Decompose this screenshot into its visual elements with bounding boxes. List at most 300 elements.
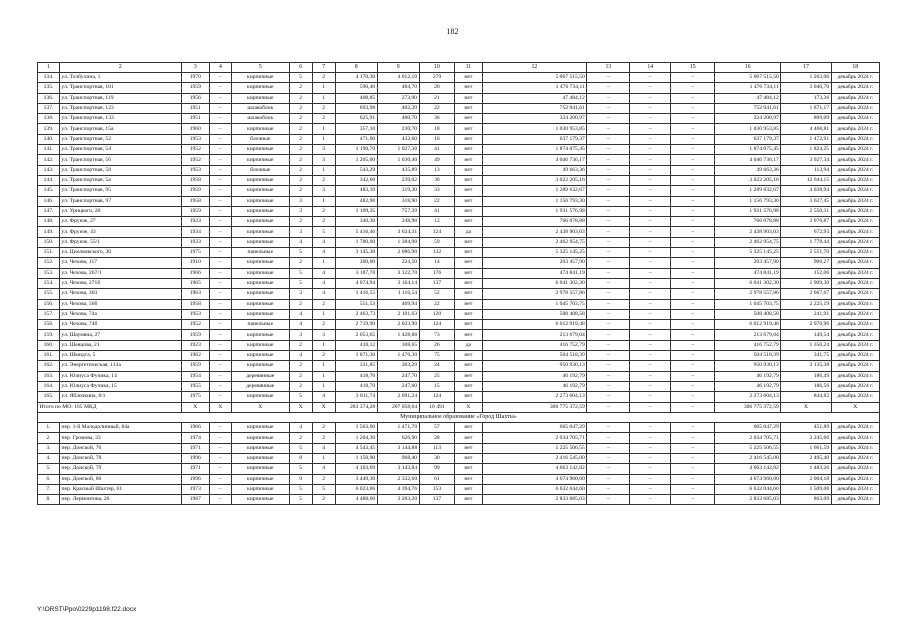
- table-cell: 451,89: [781, 423, 831, 433]
- table-cell: 1959: [181, 361, 209, 371]
- table-cell: 1959: [181, 186, 209, 196]
- table-cell: 2: [289, 145, 312, 155]
- table-cell: 484,70: [377, 83, 419, 93]
- total-cell: 306 775 372,59: [482, 402, 587, 412]
- column-number-cell: 3: [181, 63, 209, 73]
- table-cell: 2 034 705,71: [715, 433, 781, 443]
- table-cell: кирпичные: [231, 495, 289, 505]
- table-cell: 1 778,44: [781, 237, 831, 247]
- table-cell: декабрь 2024 г.: [831, 433, 879, 443]
- table-cell: –: [587, 289, 630, 299]
- table-cell: 2: [289, 299, 312, 309]
- table-cell: кирпичные: [231, 484, 289, 494]
- table-cell: нет: [455, 248, 482, 258]
- table-cell: 3 122,70: [377, 268, 419, 278]
- table-cell: 1923: [181, 217, 209, 227]
- table-cell: 4 103,69: [335, 464, 377, 474]
- table-cell: –: [671, 155, 715, 165]
- table-cell: –: [671, 474, 715, 484]
- table-cell: 1975: [181, 248, 209, 258]
- table-cell: кирпичные: [231, 268, 289, 278]
- table-cell: 4: [312, 443, 335, 453]
- table-cell: 135.: [38, 83, 60, 93]
- table-cell: пер. 1-й Малодолинный, 84а: [60, 423, 182, 433]
- table-cell: 22: [419, 103, 455, 113]
- table-cell: ул. Чехова, 74а: [60, 309, 182, 319]
- table-cell: 145.: [38, 186, 60, 196]
- table-cell: 1 874 075,45: [715, 145, 781, 155]
- total-cell: 283 374,28: [335, 402, 377, 412]
- table-cell: 3 164,14: [377, 278, 419, 288]
- table-cell: 33: [419, 186, 455, 196]
- table-cell: –: [209, 392, 231, 402]
- table-cell: 173,36: [781, 93, 831, 103]
- table-cell: 2: [312, 73, 335, 83]
- table-cell: декабрь 2024 г.: [831, 217, 879, 227]
- table-cell: –: [587, 196, 630, 206]
- table-cell: –: [630, 258, 671, 268]
- table-cell: 1 027,30: [377, 145, 419, 155]
- column-number-cell: 9: [377, 63, 419, 73]
- table-cell: 7.: [38, 484, 60, 494]
- table-cell: 2: [289, 381, 312, 391]
- table-cell: нет: [455, 443, 482, 453]
- table-cell: 410,12: [335, 340, 377, 350]
- table-cell: 1 472,91: [781, 134, 831, 144]
- table-cell: 2: [289, 134, 312, 144]
- table-cell: 1952: [181, 155, 209, 165]
- table-cell: 2: [312, 495, 335, 505]
- table-cell: пер. Донской, 80: [60, 474, 182, 484]
- table-cell: пер. Красный Шахтер, 61: [60, 484, 182, 494]
- table-cell: 1971: [181, 443, 209, 453]
- table-cell: 3: [312, 145, 335, 155]
- table-cell: 6 012 919,48: [715, 320, 781, 330]
- table-cell: –: [671, 361, 715, 371]
- table-cell: –: [630, 351, 671, 361]
- table-cell: –: [671, 278, 715, 288]
- table-cell: 36: [419, 114, 455, 124]
- table-cell: 906,27: [781, 258, 831, 268]
- table-cell: 1 909,30: [781, 278, 831, 288]
- table-cell: –: [587, 361, 630, 371]
- table-cell: –: [209, 433, 231, 443]
- table-row: [38, 351, 880, 361]
- table-cell: 1 030 953,85: [482, 124, 587, 134]
- table-cell: 1 476,30: [377, 351, 419, 361]
- table-cell: –: [209, 495, 231, 505]
- table-cell: 49 663,36: [715, 165, 781, 175]
- table-cell: декабрь 2024 г.: [831, 381, 879, 391]
- table-cell: –: [630, 237, 671, 247]
- table-cell: –: [587, 484, 630, 494]
- column-number-cell: 14: [630, 63, 671, 73]
- table-cell: –: [671, 227, 715, 237]
- table-cell: 9: [289, 474, 312, 484]
- table-cell: да: [455, 227, 482, 237]
- table-cell: 2 416 545,00: [715, 453, 781, 463]
- table-cell: –: [587, 93, 630, 103]
- table-cell: 3: [312, 186, 335, 196]
- table-cell: нет: [455, 299, 482, 309]
- table-cell: 57: [419, 423, 455, 433]
- table-cell: пер. Лермонтова, 26: [60, 495, 182, 505]
- table-cell: –: [587, 134, 630, 144]
- table-cell: декабрь 2024 г.: [831, 320, 879, 330]
- table-cell: 1910: [181, 258, 209, 268]
- table-cell: ул. Энергетическая, 113а: [60, 361, 182, 371]
- table-cell: кирпичные: [231, 443, 289, 453]
- column-number-cell: 16: [715, 63, 781, 73]
- table-cell: –: [587, 351, 630, 361]
- table-cell: 1966: [181, 268, 209, 278]
- table-row: [38, 73, 880, 83]
- table-cell: 1: [312, 361, 335, 371]
- table-row: [38, 93, 880, 103]
- table-cell: 6 632 044,60: [715, 484, 781, 494]
- table-cell: –: [671, 103, 715, 113]
- table-cell: 2: [289, 175, 312, 185]
- table-cell: кирпичные: [231, 175, 289, 185]
- table-cell: ул. Яблочкина, 8/1: [60, 392, 182, 402]
- table-cell: нет: [455, 196, 482, 206]
- table-cell: –: [630, 299, 671, 309]
- table-cell: 2 086,90: [377, 248, 419, 258]
- table-cell: 319,30: [377, 186, 419, 196]
- table-cell: 5: [312, 484, 335, 494]
- table-cell: декабрь 2024 г.: [831, 268, 879, 278]
- table-cell: –: [587, 268, 630, 278]
- table-row: [38, 83, 880, 93]
- table-cell: 303,29: [377, 361, 419, 371]
- table-cell: –: [587, 474, 630, 484]
- table-cell: 3: [289, 289, 312, 299]
- table-cell: 1954: [181, 371, 209, 381]
- table-cell: –: [630, 464, 671, 474]
- table-cell: кирпичные: [231, 453, 289, 463]
- table-cell: кирпичные: [231, 217, 289, 227]
- table-cell: 2: [312, 217, 335, 227]
- table-cell: –: [209, 93, 231, 103]
- table-cell: 230,70: [377, 124, 419, 134]
- table-cell: декабрь 2024 г.: [831, 103, 879, 113]
- table-cell: –: [671, 134, 715, 144]
- table-cell: 340,30: [335, 217, 377, 227]
- table-row: [38, 248, 880, 258]
- table-cell: 142.: [38, 155, 60, 165]
- table-cell: нет: [455, 392, 482, 402]
- table-cell: –: [671, 268, 715, 278]
- table-cell: 1934: [181, 227, 209, 237]
- table-cell: 4 046 736,17: [715, 155, 781, 165]
- table-cell: ул. Чехова, 267/1: [60, 268, 182, 278]
- table-cell: –: [209, 320, 231, 330]
- table-cell: 1 350,24: [781, 340, 831, 350]
- table-cell: –: [671, 124, 715, 134]
- table-cell: –: [630, 320, 671, 330]
- table-cell: –: [671, 381, 715, 391]
- table-cell: 25: [419, 371, 455, 381]
- table-cell: нет: [455, 134, 482, 144]
- table-cell: 1 471,70: [377, 423, 419, 433]
- table-cell: 4 663 142,82: [482, 464, 587, 474]
- table-cell: 153: [419, 484, 455, 494]
- table-cell: декабрь 2024 г.: [831, 258, 879, 268]
- table-cell: нет: [455, 320, 482, 330]
- page-number: 182: [446, 27, 459, 36]
- table-cell: нет: [455, 433, 482, 443]
- table-cell: 2 034 705,71: [482, 433, 587, 443]
- table-row: [38, 433, 880, 443]
- table-cell: –: [630, 134, 671, 144]
- table-cell: кирпичные: [231, 309, 289, 319]
- table-cell: 2: [289, 340, 312, 350]
- table-cell: 637 179,37: [482, 134, 587, 144]
- table-cell: нет: [455, 351, 482, 361]
- table-cell: –: [630, 278, 671, 288]
- table-cell: 2 101,63: [377, 309, 419, 319]
- table-row: [38, 237, 880, 247]
- total-label-cell: Итого по МО: 165 МКД: [38, 402, 182, 412]
- table-cell: нет: [455, 145, 482, 155]
- table-cell: ул. Транспортная, 54: [60, 145, 182, 155]
- table-cell: нет: [455, 309, 482, 319]
- table-cell: –: [209, 124, 231, 134]
- table-cell: –: [209, 453, 231, 463]
- table-cell: –: [209, 309, 231, 319]
- table-cell: –: [671, 217, 715, 227]
- table-cell: 1 156 793,30: [482, 196, 587, 206]
- table-cell: –: [587, 320, 630, 330]
- table-cell: 2 004,18: [781, 474, 831, 484]
- table-cell: 279: [419, 73, 455, 83]
- table-cell: декабрь 2024 г.: [831, 196, 879, 206]
- table-cell: 1 874 075,45: [482, 145, 587, 155]
- table-cell: 3 927,34: [781, 155, 831, 165]
- table-cell: 61: [419, 474, 455, 484]
- table-cell: –: [630, 371, 671, 381]
- table-cell: 402,39: [377, 103, 419, 113]
- table-cell: 139.: [38, 124, 60, 134]
- table-cell: кирпичные: [231, 124, 289, 134]
- table-cell: –: [671, 186, 715, 196]
- table-cell: –: [209, 361, 231, 371]
- table-cell: 844,82: [781, 392, 831, 402]
- table-cell: 508 408,58: [482, 309, 587, 319]
- table-cell: –: [671, 464, 715, 474]
- table-cell: 508 408,58: [715, 309, 781, 319]
- table-cell: 8.: [38, 495, 60, 505]
- column-number-cell: 13: [587, 63, 630, 73]
- table-cell: декабрь 2024 г.: [831, 114, 879, 124]
- table-cell: 950 930,13: [715, 361, 781, 371]
- table-cell: 474 841,19: [715, 268, 781, 278]
- table-cell: 863,09: [781, 495, 831, 505]
- table-cell: 1 205,00: [335, 155, 377, 165]
- table-row: [38, 381, 880, 391]
- table-cell: декабрь 2024 г.: [831, 309, 879, 319]
- table-cell: –: [209, 237, 231, 247]
- table-cell: декабрь 2024 г.: [831, 340, 879, 350]
- table-cell: –: [671, 258, 715, 268]
- table-cell: декабрь 2024 г.: [831, 206, 879, 216]
- table-cell: 2 462 954,75: [482, 237, 587, 247]
- table-cell: 143.: [38, 165, 60, 175]
- table-cell: декабрь 2024 г.: [831, 145, 879, 155]
- table-cell: 672,93: [781, 227, 831, 237]
- table-cell: 46 192,79: [715, 371, 781, 381]
- table-cell: кирпичные: [231, 330, 289, 340]
- table-cell: нет: [455, 258, 482, 268]
- table-cell: 213 679,04: [482, 330, 587, 340]
- table-cell: 1970: [181, 73, 209, 83]
- table-cell: 1 931 576,98: [482, 206, 587, 216]
- table-cell: 2: [312, 423, 335, 433]
- table-cell: 146.: [38, 196, 60, 206]
- table-cell: 1958: [181, 175, 209, 185]
- table-cell: –: [630, 103, 671, 113]
- table-cell: –: [671, 340, 715, 350]
- table-cell: 357,10: [335, 124, 377, 134]
- table-cell: 3.: [38, 443, 60, 453]
- table-cell: 1 483,26: [781, 464, 831, 474]
- table-row: [38, 484, 880, 494]
- table-cell: 4 170,30: [335, 73, 377, 83]
- table-cell: 2: [289, 114, 312, 124]
- table-row: [38, 227, 880, 237]
- table-cell: 418,70: [335, 381, 377, 391]
- table-cell: –: [209, 299, 231, 309]
- table-cell: кирпичные: [231, 361, 289, 371]
- total-cell: X: [209, 402, 231, 412]
- table-cell: –: [587, 371, 630, 381]
- table-cell: 3: [289, 227, 312, 237]
- table-cell: 6 041 302,30: [482, 278, 587, 288]
- table-cell: –: [587, 278, 630, 288]
- table-cell: ул. Чехова, 271б: [60, 278, 182, 288]
- table-cell: кирпичные: [231, 155, 289, 165]
- table-cell: нет: [455, 381, 482, 391]
- table-cell: 1 476 734,11: [715, 83, 781, 93]
- table-cell: 1953: [181, 165, 209, 175]
- table-cell: ул. Шевцова, 21: [60, 340, 182, 350]
- table-cell: –: [630, 175, 671, 185]
- table-cell: 2: [312, 114, 335, 124]
- table-cell: 2: [312, 320, 335, 330]
- table-cell: декабрь 2024 г.: [831, 453, 879, 463]
- table-cell: 5: [289, 392, 312, 402]
- file-path-footer: Y:\ORST\Ppo\0229p1198.f22.docx: [37, 606, 137, 613]
- table-cell: нет: [455, 186, 482, 196]
- total-cell: –: [587, 402, 630, 412]
- table-cell: –: [587, 83, 630, 93]
- table-cell: 1: [312, 196, 335, 206]
- table-cell: 2: [289, 155, 312, 165]
- table-row: [38, 186, 880, 196]
- table-cell: 1958: [181, 299, 209, 309]
- table-cell: 1 204,30: [335, 433, 377, 443]
- table-cell: 1 563,00: [335, 423, 377, 433]
- table-cell: –: [209, 217, 231, 227]
- table-cell: –: [671, 330, 715, 340]
- table-cell: –: [671, 299, 715, 309]
- table-cell: 1: [312, 134, 335, 144]
- table-row: [38, 134, 880, 144]
- table-cell: панельные: [231, 248, 289, 258]
- table-cell: 324 200,97: [482, 114, 587, 124]
- table-cell: 1 416,55: [335, 289, 377, 299]
- column-number-cell: 18: [831, 63, 879, 73]
- table-cell: ул. Фрунзе, 43: [60, 227, 182, 237]
- table-cell: –: [630, 83, 671, 93]
- table-cell: –: [209, 155, 231, 165]
- table-cell: 2 438 903,03: [715, 227, 781, 237]
- table-cell: кирпичные: [231, 433, 289, 443]
- table-cell: –: [630, 217, 671, 227]
- table-cell: декабрь 2024 г.: [831, 83, 879, 93]
- table-cell: 14: [419, 258, 455, 268]
- table-cell: 469,94: [377, 299, 419, 309]
- table-cell: ул. Транспортная, 123: [60, 103, 182, 113]
- table-cell: 28: [419, 433, 455, 443]
- table-cell: 1: [312, 453, 335, 463]
- table-cell: 6 632 044,60: [482, 484, 587, 494]
- table-cell: –: [587, 258, 630, 268]
- table-cell: 665 047,29: [715, 423, 781, 433]
- table-cell: 4: [312, 464, 335, 474]
- table-cell: 637 179,37: [715, 134, 781, 144]
- total-cell: X: [231, 402, 289, 412]
- table-cell: 1: [312, 93, 335, 103]
- table-cell: 5 325 145,25: [482, 248, 587, 258]
- table-cell: 471,00: [335, 134, 377, 144]
- table-cell: –: [209, 278, 231, 288]
- table-cell: 1 045 703,75: [482, 299, 587, 309]
- table-cell: 1952: [181, 145, 209, 155]
- table-cell: 4 046 736,17: [482, 155, 587, 165]
- table-cell: 693,98: [335, 103, 377, 113]
- table-cell: 1: [312, 165, 335, 175]
- table-cell: кирпичные: [231, 227, 289, 237]
- table-cell: 5: [289, 268, 312, 278]
- table-cell: 318,90: [377, 196, 419, 206]
- table-cell: –: [671, 443, 715, 453]
- table-cell: 1 661,59: [781, 443, 831, 453]
- table-cell: 149.: [38, 227, 60, 237]
- total-cell: 10 491: [419, 402, 455, 412]
- table-row: [38, 330, 880, 340]
- table-cell: 239,02: [377, 175, 419, 185]
- section-title-cell: Муниципальное образование «Город Шахты»: [38, 412, 880, 422]
- table-row: [38, 206, 880, 216]
- table-cell: ул. Транспортная, 52: [60, 134, 182, 144]
- table-cell: –: [209, 371, 231, 381]
- table-cell: 176: [419, 268, 455, 278]
- column-number-cell: 17: [781, 63, 831, 73]
- table-cell: –: [587, 237, 630, 247]
- table-cell: 1959: [181, 330, 209, 340]
- table-cell: 138.: [38, 114, 60, 124]
- table-cell: кирпичные: [231, 206, 289, 216]
- table-cell: ул. Юлиуса Фучика, 14: [60, 371, 182, 381]
- table-cell: кирпичные: [231, 145, 289, 155]
- table-cell: нет: [455, 330, 482, 340]
- table-cell: декабрь 2024 г.: [831, 351, 879, 361]
- total-cell: X: [312, 402, 335, 412]
- table-cell: –: [671, 289, 715, 299]
- column-number-cell: 8: [335, 63, 377, 73]
- table-row: [38, 165, 880, 175]
